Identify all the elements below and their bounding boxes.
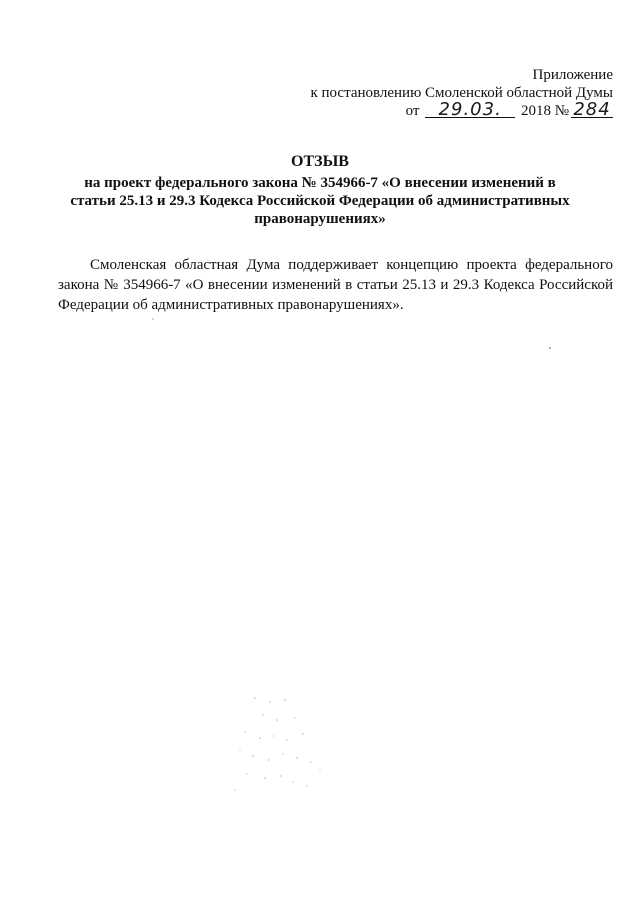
document-title bbox=[60, 152, 580, 228]
handwritten-date: 29.03. bbox=[425, 103, 515, 118]
scan-speck bbox=[549, 347, 551, 349]
scan-smudge bbox=[225, 690, 335, 800]
title-subtitle: на проект федерального закона № 354966-7 «О внесении изменений в статьи 25.13 и 29.3 Кодекса Российской Федерации об административных правонарушениях» bbox=[70, 175, 570, 227]
scan-speck bbox=[152, 318, 154, 320]
date-prefix: от bbox=[405, 103, 420, 119]
handwritten-number: 284 bbox=[571, 103, 613, 118]
appendix-header bbox=[310, 66, 613, 120]
appendix-date-row bbox=[310, 99, 613, 120]
appendix-resolution-reference: к постановлению Смоленской областной Думы bbox=[310, 85, 613, 101]
appendix-label: Приложение bbox=[532, 67, 613, 83]
year: 2018 bbox=[520, 103, 551, 119]
body-paragraph: Смоленская областная Дума поддерживает концепцию проекта федерального закона № 354966-7 «О внесении изменений в статьи 25.13 и 29.3 Кодекса Российской Федерации об административных правонарушениях». bbox=[58, 257, 613, 313]
number-sign: № bbox=[554, 103, 569, 119]
title-heading: ОТЗЫВ bbox=[291, 153, 349, 170]
